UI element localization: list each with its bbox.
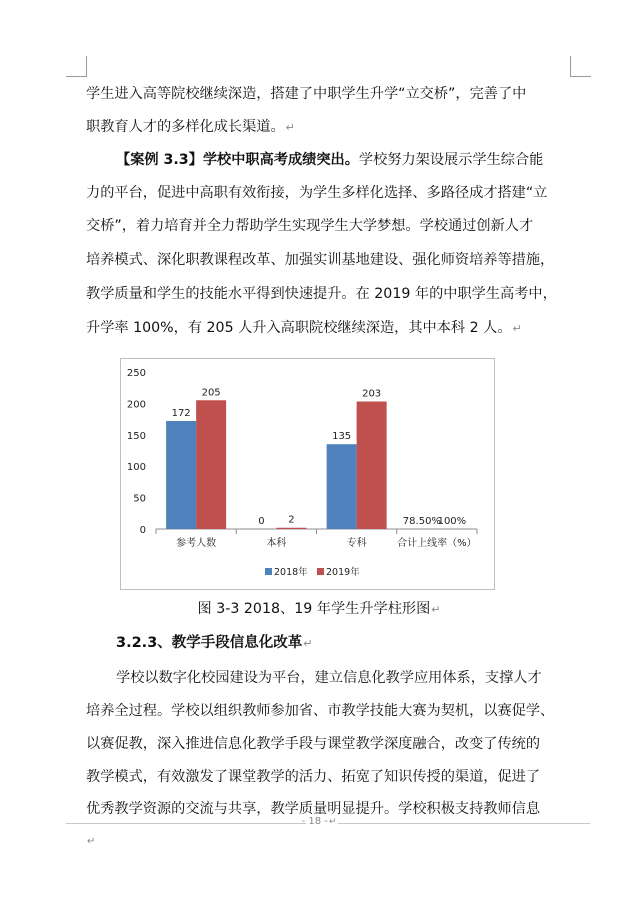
crop-mark-top-right-h [570, 76, 591, 77]
legend-swatch [317, 568, 324, 575]
case-line-6: 升学率 100%，有 205 人升入高职院校继续深造，其中本科 2 人。↵ [86, 320, 522, 336]
case-line-2: 力的平台，促进中高职有效衔接，为学生多样化选择、多路径成才搭建“立 [86, 185, 548, 201]
paragraph-1-line-1: 学生进入高等院校继续深造，搭建了中职学生升学“立交桥”，完善了中 [86, 86, 527, 102]
legend-swatch [265, 568, 272, 575]
paragraph-mark: ↵ [512, 322, 522, 335]
y-tick-label: 0 [139, 525, 146, 536]
data-label: 203 [362, 388, 382, 400]
data-label: 205 [201, 387, 221, 399]
crop-mark-top-left-h [66, 76, 87, 77]
y-tick-label: 150 [126, 430, 146, 442]
paragraph-3-line-3: 以赛促教，深入推进信息化教学手段与课堂教学深度融合，改变了传统的 [86, 736, 541, 752]
case-line-4: 培养模式、深化职教课程改革、加强实训基地建设、强化师资培养等措施， [86, 252, 555, 268]
paragraph-3-line-1: 学校以数字化校园建设为平台，建立信息化教学应用体系，支撑人才 [116, 670, 542, 686]
y-tick-label: 50 [133, 493, 146, 505]
crop-mark-top-right-v [570, 56, 571, 76]
paragraph-mark: ↵ [285, 121, 295, 134]
bar-series-2 [276, 528, 306, 529]
data-label: 172 [171, 407, 191, 419]
paragraph-mark: ↵ [303, 637, 313, 650]
data-label: 0 [258, 516, 265, 527]
data-label: 2 [288, 514, 295, 526]
category-label: 本科 [266, 538, 287, 549]
data-label: 78.50% [402, 516, 441, 527]
footer-paragraph-mark: ↵ [87, 836, 96, 847]
paragraph-3-line-4: 教学模式，有效激发了课堂教学的活力、拓宽了知识传授的渠道，促进了 [86, 769, 541, 785]
case-line-5: 教学质量和学生的技能水平得到快速提升。在 2019 年的中职学生高考中， [86, 286, 557, 302]
case-bold-lead: 【案例 3.3】学校中职高考成绩突出。 [116, 152, 359, 168]
case-line-3: 交桥”，着力培育并全力帮助学生实现学生大学梦想。学校通过创新人才 [86, 218, 534, 234]
category-label: 合计上线率（%） [397, 538, 477, 549]
bar-chart [120, 358, 495, 590]
paragraph-3-line-5: 优秀教学资源的交流与共享，教学质量明显提升。学校积极支持教师信息 [86, 801, 541, 817]
data-label: 135 [332, 431, 352, 443]
data-label: 100% [437, 516, 467, 527]
y-tick-label: 200 [126, 399, 146, 411]
crop-mark-top-left-v [86, 56, 87, 76]
bar-series-1 [166, 421, 196, 529]
figure-caption: 图 3-3 2018、19 年学生升学柱形图↵ [197, 601, 441, 617]
legend-label: 2018年 [274, 567, 308, 578]
paragraph-1-line-2: 职教育人才的多样化成长渠道。↵ [86, 119, 295, 135]
case-line-1: 【案例 3.3】学校中职高考成绩突出。学校努力架设展示学生综合能 [116, 152, 544, 168]
category-label: 专科 [346, 538, 367, 549]
bar-series-1 [327, 444, 357, 529]
paragraph-3-line-2: 培养全过程。学校以组织教师参加省、市教学技能大赛为契机，以赛促学、 [86, 703, 555, 719]
y-tick-label: 100 [126, 462, 146, 474]
category-label: 参考人数 [176, 538, 217, 549]
section-heading: 3.2.3、教学手段信息化改革↵ [116, 635, 313, 651]
page-number: - 18 -↵ [301, 816, 337, 827]
bar-series-2 [357, 402, 387, 529]
y-tick-label: 250 [126, 368, 146, 379]
legend-label: 2019年 [326, 567, 360, 578]
paragraph-mark: ↵ [431, 603, 441, 616]
bar-series-2 [196, 400, 226, 529]
